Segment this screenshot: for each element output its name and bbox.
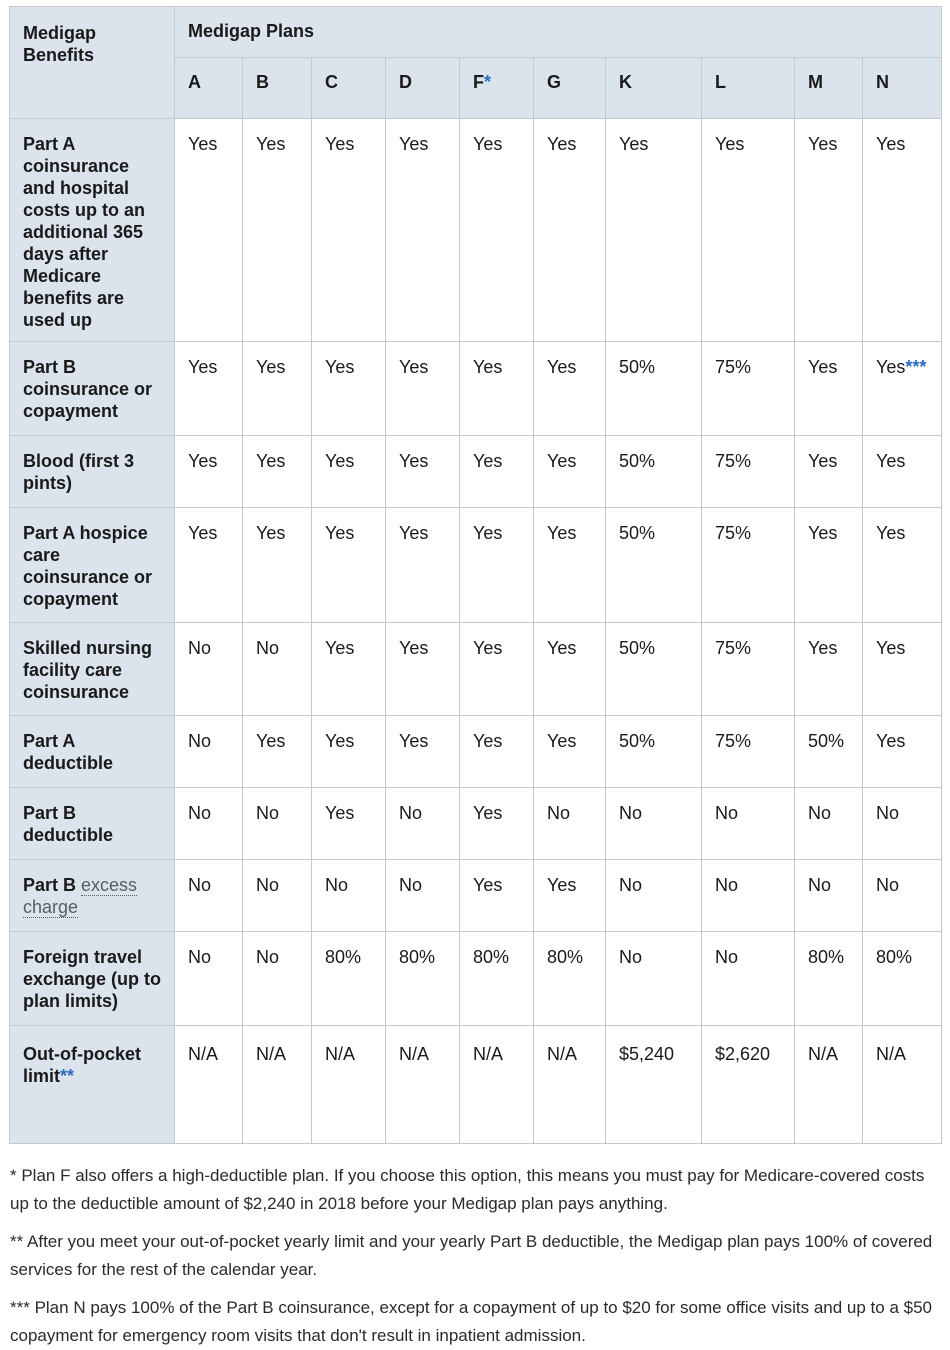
plan-f-footnote-link[interactable]: * (484, 72, 492, 92)
table-cell: N/A (386, 1026, 460, 1144)
table-cell: Yes (460, 788, 534, 860)
table-cell: N/A (243, 1026, 312, 1144)
table-cell: 50% (795, 716, 863, 788)
table-cell: Yes (795, 508, 863, 623)
table-cell: $5,240 (606, 1026, 702, 1144)
table-cell: Yes (243, 508, 312, 623)
table-cell: Yes (312, 716, 386, 788)
table-cell: Yes (795, 436, 863, 508)
table-cell: No (702, 860, 795, 932)
table-cell: Yes (460, 342, 534, 436)
table-cell: Yes (243, 342, 312, 436)
table-row (10, 623, 942, 716)
plan-header-g: G (534, 58, 606, 119)
benefit-label: Skilled nursing facility care coinsurance (10, 623, 175, 716)
table-cell: Yes (863, 623, 942, 716)
plan-header-f-label: F (473, 72, 484, 92)
table-cell: 80% (460, 932, 534, 1026)
table-cell: No (243, 860, 312, 932)
table-cell: Yes (534, 508, 606, 623)
table-cell: 75% (702, 623, 795, 716)
table-cell: 50% (606, 436, 702, 508)
benefit-label: Foreign travel exchange (up to plan limits) (10, 932, 175, 1026)
table-cell: Yes (795, 342, 863, 436)
table-cell: Yes (534, 119, 606, 342)
benefit-label: Part B coinsurance or copayment (10, 342, 175, 436)
table-cell: Yes (534, 623, 606, 716)
table-cell: 75% (702, 508, 795, 623)
table-cell: Yes (243, 119, 312, 342)
table-cell: No (386, 860, 460, 932)
table-cell: No (243, 623, 312, 716)
table-row (10, 788, 942, 860)
plan-header-n: N (863, 58, 942, 119)
footnotes (0, 1144, 950, 1350)
benefit-label: Part A coinsurance and hospital costs up to an additional 365 days after Medicare benefits are used up (10, 119, 175, 342)
table-row (10, 436, 942, 508)
table-cell: N/A (175, 1026, 243, 1144)
table-cell: No (312, 860, 386, 932)
table-cell: N/A (460, 1026, 534, 1144)
plan-header-l: L (702, 58, 795, 119)
table-cell: N/A (863, 1026, 942, 1144)
table-cell: No (606, 788, 702, 860)
table-cell: No (243, 932, 312, 1026)
footnote-plan-f: * Plan F also offers a high-deductible plan. If you choose this option, this means you must pay for Medicare-covered costs up to the deductible amount of $2,240 in 2018 before your Medigap plan pays anything. (10, 1166, 925, 1213)
benefit-label (10, 860, 175, 932)
table-cell: No (175, 623, 243, 716)
benefit-label-text: Out-of-pocket limit (23, 1044, 141, 1086)
footnote-plan-n: *** Plan N pays 100% of the Part B coinsurance, except for a copayment of up to $20 for some office visits and up to a $50 copayment for emergency room visits that don't result in inpatient admission. (10, 1298, 933, 1345)
table-cell: Yes (460, 119, 534, 342)
table-cell: Yes (534, 716, 606, 788)
plan-header-b: B (243, 58, 312, 119)
table-cell: Yes (534, 436, 606, 508)
table-cell: Yes (312, 436, 386, 508)
table-row (10, 508, 942, 623)
table-cell: No (175, 716, 243, 788)
table-cell: Yes (386, 508, 460, 623)
table-cell: No (795, 860, 863, 932)
table-row (10, 1026, 942, 1144)
table-cell: 50% (606, 508, 702, 623)
table-cell: 80% (795, 932, 863, 1026)
table-row (10, 860, 942, 932)
table-cell: Yes (386, 342, 460, 436)
table-cell: N/A (534, 1026, 606, 1144)
table-cell: Yes (243, 436, 312, 508)
table-cell: No (863, 860, 942, 932)
table-cell: No (702, 788, 795, 860)
table-cell: Yes (534, 342, 606, 436)
table-cell: Yes (863, 119, 942, 342)
table-cell: Yes (312, 508, 386, 623)
table-cell: No (702, 932, 795, 1026)
plan-header-f (460, 58, 534, 119)
cell-value: Yes (876, 357, 906, 377)
table-cell: Yes (863, 508, 942, 623)
table-cell: Yes (863, 436, 942, 508)
table-cell: Yes (460, 623, 534, 716)
table-cell: Yes (795, 119, 863, 342)
table-cell: Yes (312, 623, 386, 716)
table-cell: Yes (460, 716, 534, 788)
table-row (10, 932, 942, 1026)
plan-header-k: K (606, 58, 702, 119)
table-cell: Yes (386, 716, 460, 788)
table-cell: 75% (702, 436, 795, 508)
table-row (10, 119, 942, 342)
table-cell: Yes (795, 623, 863, 716)
table-cell: 50% (606, 342, 702, 436)
table-cell: No (243, 788, 312, 860)
table-cell: Yes (386, 119, 460, 342)
excess-charge-link[interactable]: excess charge (23, 875, 138, 917)
plan-header-a: A (175, 58, 243, 119)
table-cell: Yes (702, 119, 795, 342)
plans-header: Medigap Plans (175, 7, 942, 58)
table-cell: 80% (534, 932, 606, 1026)
table-cell: N/A (312, 1026, 386, 1144)
table-cell: Yes (460, 860, 534, 932)
table-cell: No (175, 932, 243, 1026)
table-cell: Yes (606, 119, 702, 342)
table-cell: Yes (534, 860, 606, 932)
table-cell: Yes (175, 508, 243, 623)
plan-header-d: D (386, 58, 460, 119)
footnote-out-of-pocket: ** After you meet your out-of-pocket yearly limit and your yearly Part B deductible, the Medigap plan pays 100% of covered services for the rest of the calendar year. (10, 1232, 933, 1279)
plan-header-m: M (795, 58, 863, 119)
benefit-label: Part A hospice care coinsurance or copayment (10, 508, 175, 623)
table-cell: Yes (863, 716, 942, 788)
table-cell: Yes (460, 508, 534, 623)
plan-header-c: C (312, 58, 386, 119)
table-cell: Yes (460, 436, 534, 508)
table-cell: No (606, 860, 702, 932)
table-cell: No (175, 860, 243, 932)
table-cell: 80% (312, 932, 386, 1026)
benefit-label: Part A deductible (10, 716, 175, 788)
table-cell: No (386, 788, 460, 860)
table-cell: No (175, 788, 243, 860)
benefit-label: Blood (first 3 pints) (10, 436, 175, 508)
benefit-label-prefix: Part B (23, 875, 77, 895)
table-cell: Yes (312, 342, 386, 436)
table-cell: Yes (386, 623, 460, 716)
table-cell: 50% (606, 623, 702, 716)
table-cell: 80% (863, 932, 942, 1026)
table-cell: 80% (386, 932, 460, 1026)
table-cell: 50% (606, 716, 702, 788)
table-cell: Yes (175, 342, 243, 436)
table-cell: No (795, 788, 863, 860)
table-cell: Yes (312, 788, 386, 860)
table-row (10, 342, 942, 436)
benefit-label (10, 1026, 175, 1144)
table-cell: Yes (312, 119, 386, 342)
plan-n-footnote-link[interactable]: *** (905, 357, 927, 377)
table-cell: 75% (702, 716, 795, 788)
table-cell: Yes (175, 119, 243, 342)
medigap-benefits-table (9, 6, 942, 1144)
table-cell: Yes (175, 436, 243, 508)
table-cell: N/A (795, 1026, 863, 1144)
table-row (10, 716, 942, 788)
table-cell: No (534, 788, 606, 860)
table-cell: 75% (702, 342, 795, 436)
benefits-column-header: Medigap Benefits (10, 7, 175, 119)
table-cell: Yes (386, 436, 460, 508)
table-cell: No (606, 932, 702, 1026)
table-cell: Yes (243, 716, 312, 788)
benefit-label: Part B deductible (10, 788, 175, 860)
table-cell: No (863, 788, 942, 860)
out-of-pocket-footnote-link[interactable]: ** (60, 1066, 75, 1086)
table-cell: $2,620 (702, 1026, 795, 1144)
table-cell (863, 342, 942, 436)
